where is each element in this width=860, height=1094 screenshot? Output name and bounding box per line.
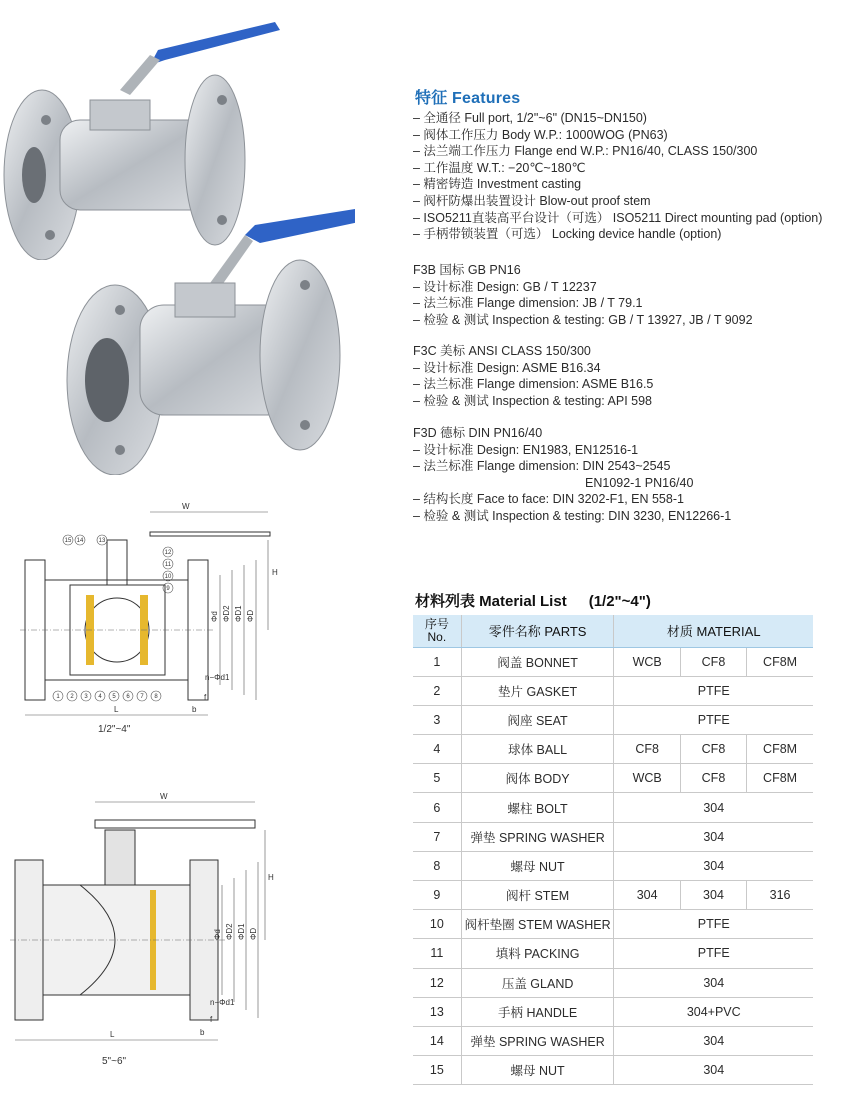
row-material: WCB [614,647,680,676]
row-no: 5 [413,764,461,793]
dim-d1-label-large: ΦD1 [237,923,246,940]
material-row [413,968,813,997]
dim-d2-label-large: ΦD2 [225,923,234,940]
dim-d1-label: ΦD1 [234,605,243,622]
row-material: CF8 [680,647,746,676]
row-no: 7 [413,822,461,851]
standard-item: – 结构长度 Face to face: DIN 3202-F1, EN 558-1 [413,492,684,507]
standard-item: – 法兰标准 Flange dimension: ASME B16.5 [413,377,654,392]
row-material: CF8 [680,735,746,764]
row-part: 阀杆垫圈 STEM WASHER [461,910,614,939]
dim-dd-label-large: ΦD [249,927,258,940]
row-material: 316 [747,881,813,910]
feature-item: – 全通径 Full port, 1/2"~6" (DN15~DN150) [413,111,647,125]
row-no: 1 [413,647,461,676]
row-no: 14 [413,1026,461,1055]
standard-gb [413,262,753,328]
row-part: 垫片 GASKET [461,676,614,705]
row-no: 13 [413,997,461,1026]
row-material: 304 [614,793,813,822]
row-material: CF8 [680,764,746,793]
row-no: 6 [413,793,461,822]
feature-item: – ISO5211直装高平台设计（可选） ISO5211 Direct mounting pad (option) [413,210,823,225]
row-part: 阀盖 BONNET [461,647,614,676]
feature-item: – 阀杆防爆出装置设计 Blow-out proof stem [413,193,651,208]
feature-item: – 工作温度 W.T.: −20℃~180℃ [413,160,586,175]
features-list [413,110,822,243]
material-table-header [413,615,813,647]
material-row [413,939,813,968]
dim-h-label-large: H [268,873,274,882]
dim-nd1-label: n−Φd1 [205,673,230,682]
row-material: 304 [680,881,746,910]
material-table-body [413,647,813,1085]
standard-item: – 检验 & 测试 Inspection & testing: API 598 [413,393,653,408]
drawing-small-caption: 1/2"~4" [98,724,131,735]
row-no: 2 [413,676,461,705]
dim-l-label: L [114,705,119,714]
dim-d-label-large: Φd [213,929,222,940]
row-no: 15 [413,1056,461,1085]
row-material: CF8M [747,764,813,793]
standard-item-continued: EN1092-1 PN16/40 [585,475,694,490]
dim-d-label: Φd [210,611,219,622]
material-row [413,647,813,676]
row-part: 阀杆 STEM [461,881,614,910]
standard-head: F3C 美标 ANSI CLASS 150/300 [413,344,591,358]
standard-item: – 设计标准 Design: ASME B16.34 [413,360,601,375]
material-row [413,997,813,1026]
row-no: 11 [413,939,461,968]
row-no: 3 [413,705,461,734]
material-row [413,735,813,764]
callout-2: 2 [70,694,74,700]
feature-item: – 精密铸造 Investment casting [413,177,582,192]
standard-item: – 法兰标准 Flange dimension: DIN 2543~2545 [413,459,671,474]
dim-f-label: f [204,693,207,702]
row-material: PTFE [614,705,813,734]
row-part: 填料 PACKING [461,939,614,968]
row-material: 304 [614,1026,813,1055]
header-parts: 零件名称 PARTS [461,615,614,647]
row-material: CF8M [747,735,813,764]
material-row [413,1026,813,1055]
row-material: 304 [614,851,813,880]
row-no: 10 [413,910,461,939]
row-material: PTFE [614,910,813,939]
row-part: 球体 BALL [461,735,614,764]
row-material: 304 [614,881,680,910]
standard-item: – 检验 & 测试 Inspection & testing: DIN 3230, EN12266-1 [413,508,732,523]
standard-item: – 设计标准 Design: EN1983, EN12516-1 [413,442,639,457]
row-part: 手柄 HANDLE [461,997,614,1026]
features-title: 特征 Features [415,90,521,107]
callout-8: 8 [154,694,158,700]
material-list-title-text: 材料列表 Material List [415,593,567,610]
standard-item: – 检验 & 测试 Inspection & testing: GB / T 13927, JB / T 9092 [413,312,753,327]
dim-h-label: H [272,568,278,577]
header-no: 序号 No. [413,615,461,647]
row-material: CF8M [747,647,813,676]
material-row [413,851,813,880]
material-list-title [415,590,651,611]
drawing-small-size [10,500,300,735]
row-material: 304 [614,822,813,851]
callout-3: 3 [84,694,88,700]
row-part: 压盖 GLAND [461,968,614,997]
dim-l-label-large: L [110,1030,115,1039]
dim-nd1-label-large: n−Φd1 [210,998,235,1007]
material-row [413,1056,813,1085]
standard-head: F3B 国标 GB PN16 [413,263,521,277]
row-part: 弹垫 SPRING WASHER [461,822,614,851]
left-column [0,0,400,1094]
dim-b-label-large: b [200,1028,205,1037]
dim-b-label: b [192,705,197,714]
standard-item: – 法兰标准 Flange dimension: JB / T 79.1 [413,296,643,311]
row-part: 阀座 SEAT [461,705,614,734]
row-part: 螺母 NUT [461,851,614,880]
standard-head: F3D 德标 DIN PN16/40 [413,426,543,440]
callout-9: 9 [166,586,170,592]
row-material: CF8 [614,735,680,764]
material-row [413,910,813,939]
callout-4: 4 [98,694,102,700]
callout-1: 1 [56,694,60,700]
material-row [413,793,813,822]
material-row [413,676,813,705]
material-row [413,705,813,734]
feature-item: – 阀体工作压力 Body W.P.: 1000WOG (PN63) [413,127,668,142]
dim-w-label: W [182,502,190,511]
callout-14: 14 [76,538,84,544]
row-no: 12 [413,968,461,997]
dim-d2-label: ΦD2 [222,605,231,622]
row-material: 304 [614,1056,813,1085]
material-table [413,615,813,1085]
row-no: 8 [413,851,461,880]
callout-12: 12 [164,550,172,556]
header-material: 材质 MATERIAL [614,615,813,647]
standard-ansi [413,343,653,409]
row-material: 304 [614,968,813,997]
standard-item: – 设计标准 Design: GB / T 12237 [413,279,597,294]
callout-7: 7 [140,694,144,700]
dim-f-label-large: f [210,1015,213,1024]
row-no: 9 [413,881,461,910]
callout-15: 15 [64,538,72,544]
row-part: 弹垫 SPRING WASHER [461,1026,614,1055]
material-list-range: (1/2"~4") [588,593,651,610]
row-material: PTFE [614,939,813,968]
row-part: 螺柱 BOLT [461,793,614,822]
valve-photo-bottom [55,205,355,475]
row-material: WCB [614,764,680,793]
material-row [413,881,813,910]
feature-item: – 法兰端工作压力 Flange end W.P.: PN16/40, CLASS 150/300 [413,144,758,159]
feature-item: – 手柄带锁装置（可选） Locking device handle (option) [413,227,722,242]
dim-dd-label: ΦD [246,609,255,622]
callout-13: 13 [98,538,106,544]
drawing-large-size [10,790,300,1067]
material-row [413,822,813,851]
dim-w-label-large: W [160,792,168,801]
callout-5: 5 [112,694,116,700]
row-no: 4 [413,735,461,764]
drawing-large-caption: 5"~6" [102,1056,127,1067]
row-material: PTFE [614,676,813,705]
standard-din [413,425,731,525]
callout-11: 11 [164,562,172,568]
row-part: 螺母 NUT [461,1056,614,1085]
row-part: 阀体 BODY [461,764,614,793]
row-material: 304+PVC [614,997,813,1026]
callout-6: 6 [126,694,130,700]
callout-10: 10 [164,574,172,580]
material-row [413,764,813,793]
